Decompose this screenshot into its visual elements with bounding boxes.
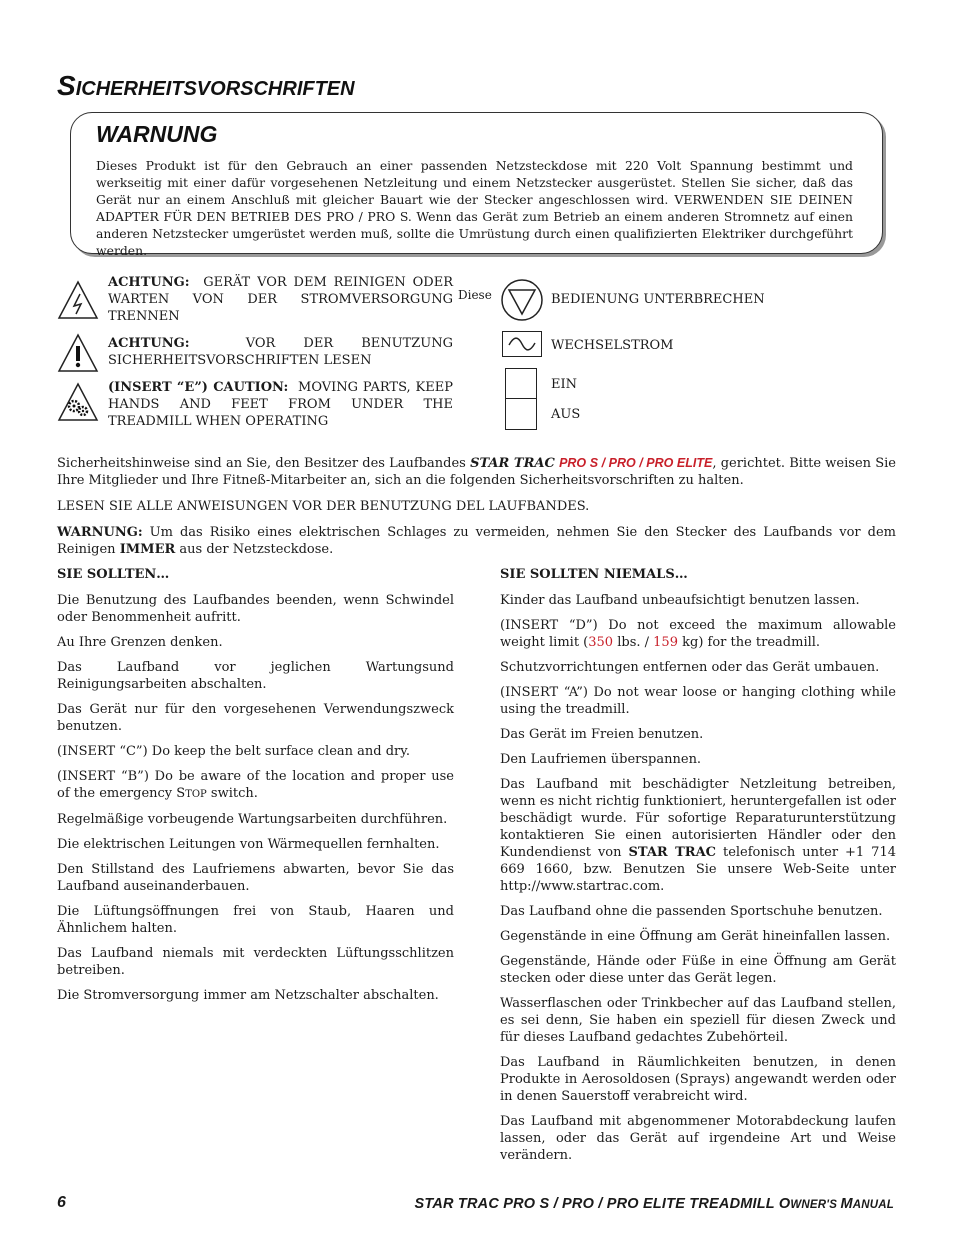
list-item: Regelmäßige vorbeugende Wartungsarbeiten durchführen. <box>57 812 448 827</box>
warning-text: Dieses Produkt ist für den Gebrauch an einer passenden Netzsteckdose mit 220 Volt Spannung bestimmt und werkseitig mit einer dafür vorgesehenen Netzleitung und einem Netzstecker ausgerüstet. Stellen Sie sicher, daß das Gerät nur an einem Anschluß mit gleicher Bauart wie der Stecker angeschlossen wird. VERWENDEN SIE DEINEN ADAPTER FÜR DEN BETRIEB DES PRO / PRO S. Wenn das Gerät zum Betrieb an einem anderen Stromnetz auf einen anderen Netzstecker umgerüstet werden muß, sollte die Umrüstung durch einen qualifizierten Elektriker durchgeführt werden. <box>96 158 853 258</box>
list-item: Den Laufriemen überspannen. <box>500 752 702 767</box>
warning-paragraph: WARNUNG: Um das Risiko eines elektrischen Schlages zu vermeiden, nehmen Sie den Stecker des Laufbands vor dem Reinigen IMMER aus der Netzsteckdose. <box>57 525 896 557</box>
list-item: Das Gerät nur für den vorgesehenen Verwendungszweck benutzen. <box>57 702 454 734</box>
list-item: Das Laufband ohne die passenden Sportschuhe benutzen. <box>500 904 883 919</box>
list-item: (INSERT “D”) Do not exceed the maximum allowable weight limit (350 lbs. / 159 kg) for the treadmill. <box>500 618 896 650</box>
footer-title: STAR TRAC PRO S / PRO / PRO ELITE TREADMILL OWNER'S MANUAL <box>414 1196 894 1212</box>
list-item: Das Gerät im Freien benutzen. <box>500 727 704 742</box>
list-item: Gegenstände in eine Öffnung am Gerät hineinfallen lassen. <box>500 929 891 944</box>
caution-disconnect: ACHTUNG: GERÄT VOR DEM REINIGEN ODER WARTEN VON DER STROMVERSORGUNG TRENNEN <box>108 275 453 324</box>
list-item: Den Stillstand des Laufriemens abwarten, bevor Sie das Laufband auseinanderbauen. <box>57 862 454 894</box>
on-off-switch-icon <box>505 368 537 430</box>
gears-warning-icon <box>57 382 99 422</box>
on-label: EIN <box>551 377 577 392</box>
list-item: Das Laufband vor jeglichen Wartungsund Reinigungsarbeiten abschalten. <box>57 660 454 692</box>
should-never-column <box>500 566 896 1172</box>
should-never-heading: SIE SOLLTEN NIEMALS… <box>500 567 688 582</box>
lightning-warning-icon <box>57 280 99 320</box>
list-item: Die elektrischen Leitungen von Wärmequellen fernhalten. <box>57 837 440 852</box>
list-item: Das Laufband mit beschädigter Netzleitung betreiben, wenn es nicht richtig funktioniert, heruntergefallen ist oder beschädigt wurde. Für sofortige Reparaturunterstützung kontaktieren Sie einen autorisierten Händler oder den Kundendienst von STAR TRAC telefonisch unter +1 714 669 1660, bzw. Benutzen Sie unsere Web-Seite unter http://www.startrac.com. <box>500 777 896 894</box>
off-label: AUS <box>551 407 581 422</box>
list-item: Die Stromversorgung immer am Netzschalter abschalten. <box>57 988 439 1003</box>
intro-section <box>57 455 896 558</box>
stop-symbol-icon <box>500 278 544 322</box>
warning-title: WARNUNG <box>96 121 218 147</box>
should-column <box>57 566 454 1012</box>
list-item: (INSERT “B”) Do be aware of the location and proper use of the emergency STOP switch. <box>57 769 454 801</box>
weight-kg: 159 <box>653 635 678 650</box>
page-number: 6 <box>57 1194 66 1211</box>
ac-symbol-icon <box>502 331 542 357</box>
should-heading: SIE SOLLTEN… <box>57 567 170 582</box>
list-item: Die Benutzung des Laufbandes beenden, wenn Schwindel oder Benommenheit aufritt. <box>57 593 454 625</box>
list-item: Au Ihre Grenzen denken. <box>57 635 223 650</box>
list-item: Das Laufband in Räumlichkeiten benutzen, in denen Produkte in Aerosoldosen (Sprays) angewandt werden oder in denen Sauerstoff verabreicht wird. <box>500 1055 896 1104</box>
weight-lbs: 350 <box>588 635 614 650</box>
caution-read-instructions: ACHTUNG: VOR DER BENUTZUNG SICHERHEITSVORSCHRIFTEN LESEN <box>108 336 453 368</box>
stop-label: BEDIENUNG UNTERBRECHEN <box>551 292 765 307</box>
list-item: Die Lüftungsöffnungen frei von Staub, Haaren und Ähnlichem halten. <box>57 904 454 936</box>
list-item: Wasserflaschen oder Trinkbecher auf das Laufband stellen, es sei denn, Sie haben ein speziell für diesen Zweck und für dieses Laufband gedachtes Zubehörteil. <box>500 996 896 1045</box>
list-item: Kinder das Laufband unbeaufsichtigt benutzen lassen. <box>500 593 860 608</box>
list-item: Das Laufband mit abgenommener Motorabdeckung laufen lassen, oder das Gerät auf irgendeine Art und Weise verändern. <box>500 1114 896 1163</box>
exclamation-warning-icon <box>57 333 99 373</box>
intro-paragraph: Sicherheitshinweise sind an Sie, den Besitzer des Laufbandes STAR TRAC PRO S / PRO / PRO ELITE, gerichtet. Bitte weisen Sie Ihre Mitglieder und Ihre Fitneß-Mitarbeiter an, sich an die folgenden Sicherheitsvorschriften zu halten. <box>57 456 896 488</box>
caution-moving-parts: (INSERT “E”) CAUTION: MOVING PARTS, KEEP HANDS AND FEET FROM UNDER THE TREADMILL WHEN OPERATING <box>108 380 453 429</box>
read-all-paragraph: LESEN SIE ALLE ANWEISUNGEN VOR DER BENUTZUNG DEL LAUFBANDES. <box>57 499 590 514</box>
list-item: (INSERT “A”) Do not wear loose or hanging clothing while using the treadmill. <box>500 685 896 717</box>
list-item: Das Laufband niemals mit verdeckten Lüftungsschlitzen betreiben. <box>57 946 454 978</box>
ac-label: WECHSELSTROM <box>551 338 674 353</box>
list-item: Gegenstände, Hände oder Füße in eine Öffnung am Gerät stecken oder diese unter das Gerät legen. <box>500 954 896 986</box>
list-item: (INSERT “C”) Do keep the belt surface clean and dry. <box>57 744 411 759</box>
diese-label: Diese <box>458 288 492 302</box>
page-title: SICHERHEITSVORSCHRIFTEN <box>57 70 355 101</box>
list-item: Schutzvorrichtungen entfernen oder das Gerät umbauen. <box>500 660 880 675</box>
model-names: PRO S / PRO / PRO ELITE <box>559 456 713 470</box>
warning-box <box>70 112 883 258</box>
